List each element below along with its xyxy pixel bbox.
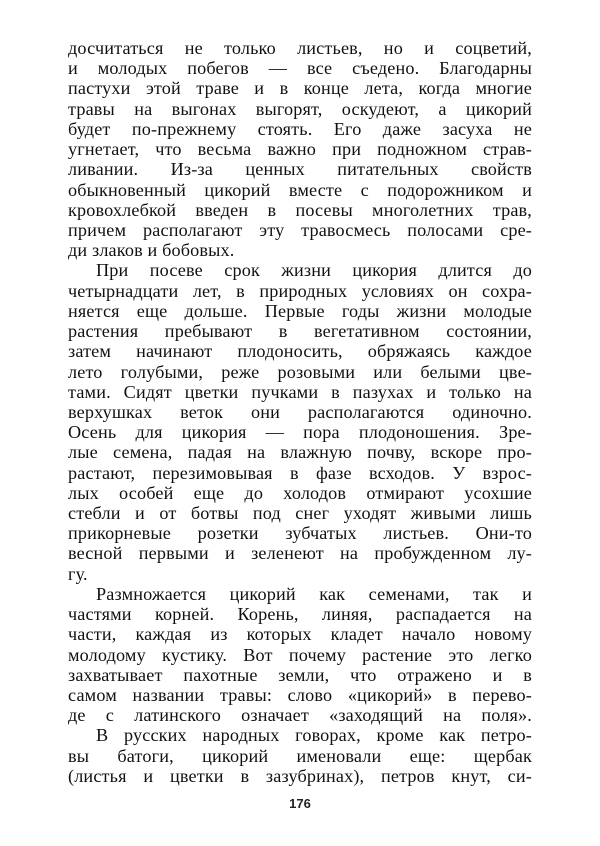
text-line: растения пребывают в вегетативном состоянии, <box>68 321 532 342</box>
text-line: растают, перезимовывая в фазе всходов. У взрос- <box>68 462 532 483</box>
text-line: захватывает пахотные земли, что отражено и в <box>68 664 532 685</box>
text-line: пастухи этой траве и в конце лета, когда многие <box>68 78 532 99</box>
text-line: и молодых побегов — все съедено. Благодарны <box>68 58 532 79</box>
text-line: В русских народных говорах, кроме как петро- <box>96 725 532 746</box>
text-line: четырнадцати лет, в природных условиях он сохра- <box>68 280 532 301</box>
text-line: весной первыми и зеленеют на пробужденном лу- <box>68 543 532 564</box>
text-line: причем располагают эту травосмесь полосами сре- <box>68 219 532 240</box>
text-line: тами. Сидят цветки пучками в пазухах и только на <box>68 381 532 402</box>
text-line: лето голубыми, реже розовыми или белыми цве- <box>68 361 532 382</box>
text-line: верхушках веток они располагаются одиночно. <box>68 401 532 422</box>
text-line: частями корней. Корень, линяя, распадается на <box>68 604 532 625</box>
text-line: При посеве срок жизни цикория длится до <box>96 260 532 281</box>
text-line: молодому кустику. Вот почему растение это легко <box>68 644 532 665</box>
text-line: кровохлебкой введен в посевы многолетних трав, <box>68 199 532 220</box>
text-line: самом названии травы: слово «цикорий» в перево- <box>68 685 532 705</box>
text-line: Осень для цикория — пора плодоношения. Зре- <box>68 422 532 443</box>
text-line: обыкновенный цикорий вместе с подорожником и <box>68 179 532 200</box>
text-line: ди злаков и бобовых. <box>68 240 235 261</box>
text-line: няется еще дольше. Первые годы жизни молодые <box>68 300 532 321</box>
text-line: будет по-прежнему стоять. Его даже засуха не <box>68 118 532 139</box>
text-line: досчитаться не только листьев, но и соцветий, <box>68 38 532 58</box>
text-line: гу. <box>68 563 88 584</box>
text-line: де с латинского означает «заходящий на поля». <box>68 705 532 726</box>
text-line: стебли и от ботвы под снег уходят живыми лишь <box>68 503 532 524</box>
text-line: части, каждая из которых кладет начало новому <box>68 624 532 645</box>
page-body-text <box>68 38 532 786</box>
text-line: лые семена, падая на влажную почву, вскоре про- <box>68 442 532 463</box>
text-line: угнетает, что весьма важно при подножном страв- <box>68 139 532 160</box>
page-number: 176 <box>289 796 311 811</box>
text-line: травы на выгонах выгорят, оскудеют, а цикорий <box>68 98 532 119</box>
text-line: прикорневые розетки зубчатых листьев. Они-то <box>68 523 532 544</box>
text-line: Размножается цикорий как семенами, так и <box>96 583 532 604</box>
text-line: вы батоги, цикорий именовали еще: щербак <box>68 745 532 766</box>
text-line: ливании. Из-за ценных питательных свойств <box>68 159 532 180</box>
text-line: затем начинают плодоносить, обряжаясь каждое <box>68 341 532 362</box>
text-line: (листья и цветки в зазубринах), петров кнут, си- <box>68 765 532 786</box>
text-line: лых особей еще до холодов отмирают усохшие <box>68 482 532 503</box>
